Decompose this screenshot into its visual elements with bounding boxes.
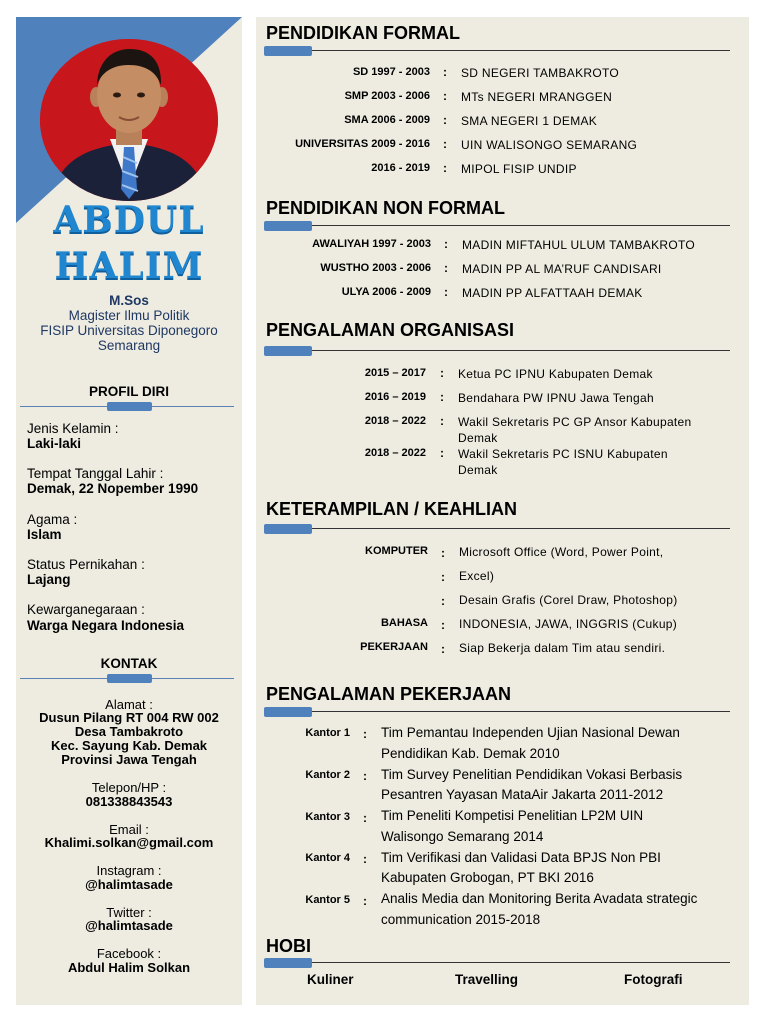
pengalaman-organisasi-divider — [264, 350, 730, 351]
colon: : — [441, 618, 445, 632]
pendidikan-non-formal-divider — [264, 225, 730, 226]
ttl-value: Demak, 22 Nopember 1990 — [27, 481, 199, 496]
hobi-accent-bar — [264, 958, 312, 968]
degree-university: FISIP Universitas Diponegoro — [40, 323, 218, 338]
kantor-4-line-1: Tim Verifikasi dan Validasi Data BPJS Non PBI — [381, 850, 661, 865]
kantor-5-line-1: Analis Media dan Monitoring Berita Avadata strategic — [381, 891, 698, 906]
colon: : — [444, 237, 448, 251]
colon: : — [440, 414, 444, 428]
kantor-1-line-1: Tim Pemantau Independen Ujian Nasional Dewan — [381, 725, 680, 740]
kantor-label-1: Kantor 1 — [305, 727, 350, 739]
degree-program: Magister Ilmu Politik — [68, 308, 190, 323]
keterampilan-divider — [264, 528, 730, 529]
kantor-3-line-1: Tim Peneliti Kompetisi Penelitian LP2M UIN — [381, 808, 644, 823]
colon: : — [363, 894, 367, 908]
facebook-value[interactable]: Abdul Halim Solkan — [67, 960, 191, 975]
hobi-item-travelling: Travelling — [455, 972, 519, 987]
pengalaman-pekerjaan-divider — [264, 711, 730, 712]
email-value[interactable]: Khalimi.solkan@gmail.com — [44, 835, 214, 850]
kantor-1-line-2: Pendidikan Kab. Demak 2010 — [381, 746, 560, 761]
right-panel — [256, 17, 749, 1005]
nonformal-label-3: ULYA 2006 - 2009 — [341, 286, 431, 298]
telepon-value[interactable]: 081338843543 — [85, 794, 173, 809]
alamat-line-4: Provinsi Jawa Tengah — [61, 752, 197, 767]
org-label-1: 2015 – 2017 — [364, 367, 426, 379]
kantor-2-line-2: Pesantren Yayasan MataAir Jakarta 2011-2012 — [381, 787, 664, 802]
instagram-value[interactable]: @halimtasade — [85, 877, 173, 892]
telepon-label: Telepon/HP : — [91, 780, 167, 795]
pendidikan-formal-accent-bar — [264, 46, 312, 56]
bahasa-label: BAHASA — [380, 617, 428, 629]
formal-label-2: SMP 2003 - 2006 — [344, 90, 430, 102]
profil-diri-heading: PROFIL DIRI — [88, 384, 169, 399]
colon: : — [441, 546, 445, 560]
facebook-label: Facebook : — [96, 946, 162, 961]
kantor-3-line-2: Walisongo Semarang 2014 — [381, 829, 544, 844]
degree-title: M.Sos — [109, 293, 149, 308]
name-last: HALIM — [54, 245, 204, 287]
instagram-label: Instagram : — [96, 863, 162, 878]
kantor-4-line-2: Kabupaten Grobogan, PT BKI 2016 — [381, 870, 594, 885]
degree-city: Semarang — [97, 338, 161, 353]
colon: : — [363, 769, 367, 783]
email-label: Email : — [109, 822, 149, 837]
pengalaman-pekerjaan-accent-bar — [264, 707, 312, 717]
colon: : — [443, 65, 447, 79]
org-value-4-line-2: Demak — [458, 463, 498, 477]
colon: : — [441, 570, 445, 584]
formal-value-1: SD NEGERI TAMBAKROTO — [461, 66, 620, 80]
formal-value-5: MIPOL FISIP UNDIP — [461, 162, 577, 176]
kantor-label-5: Kantor 5 — [305, 894, 350, 906]
nonformal-value-2: MADIN PP AL MA’RUF CANDISARI — [462, 262, 662, 276]
colon: : — [443, 161, 447, 175]
alamat-line-3: Kec. Sayung Kab. Demak — [50, 738, 208, 753]
kantor-label-4: Kantor 4 — [305, 852, 350, 864]
pengalaman-pekerjaan-heading: PENGALAMAN PEKERJAAN — [266, 684, 512, 704]
colon: : — [363, 811, 367, 825]
pendidikan-non-formal-accent-bar — [264, 221, 312, 231]
agama-value: Islam — [27, 527, 62, 542]
colon: : — [363, 852, 367, 866]
name-first: ABDUL — [53, 199, 205, 241]
kontak-accent-bar — [107, 674, 152, 683]
colon: : — [441, 594, 445, 608]
left-panel — [16, 17, 242, 1005]
profile-photo — [40, 39, 218, 201]
org-label-2: 2016 – 2019 — [364, 391, 426, 403]
hobi-heading: HOBI — [266, 936, 311, 956]
kantor-2-line-1: Tim Survey Penelitian Pendidikan Vokasi Berbasis — [381, 767, 683, 782]
pengalaman-organisasi-accent-bar — [264, 346, 312, 356]
org-label-3: 2018 – 2022 — [364, 415, 426, 427]
nonformal-label-2: WUSTHO 2003 - 2006 — [320, 262, 431, 274]
formal-label-3: SMA 2006 - 2009 — [344, 114, 430, 126]
formal-value-2: MTs NEGERI MRANGGEN — [461, 90, 613, 104]
jenis-kelamin-label: Jenis Kelamin : — [27, 421, 119, 436]
kontak-heading: KONTAK — [100, 656, 158, 671]
colon: : — [444, 285, 448, 299]
pendidikan-formal-divider — [264, 50, 730, 51]
komputer-label: KOMPUTER — [365, 545, 428, 557]
org-label-4: 2018 – 2022 — [364, 447, 426, 459]
kantor-5-line-2: communication 2015-2018 — [381, 912, 541, 927]
pendidikan-non-formal-heading: PENDIDIKAN NON FORMAL — [266, 198, 505, 218]
hobi-item-kuliner: Kuliner — [307, 972, 354, 987]
colon: : — [443, 89, 447, 103]
colon: : — [440, 390, 444, 404]
colon: : — [440, 366, 444, 380]
colon: : — [440, 446, 444, 460]
org-value-3-line-2: Demak — [458, 431, 498, 445]
status-label: Status Pernikahan : — [27, 557, 145, 572]
agama-label: Agama : — [27, 512, 78, 527]
alamat-label: Alamat : — [105, 697, 153, 712]
colon: : — [443, 113, 447, 127]
alamat-line-2: Desa Tambakroto — [74, 724, 184, 739]
pekerjaan-label: PEKERJAAN — [360, 641, 428, 653]
org-value-3-line-1: Wakil Sekretaris PC GP Ansor Kabupaten — [458, 415, 692, 429]
komputer-line-2: Excel) — [459, 569, 495, 583]
hobi-item-fotografi: Fotografi — [624, 972, 683, 987]
formal-value-3: SMA NEGERI 1 DEMAK — [461, 114, 598, 128]
formal-value-4: UIN WALISONGO SEMARANG — [461, 138, 638, 152]
twitter-label: Twitter : — [106, 905, 152, 920]
komputer-line-1: Microsoft Office (Word, Power Point, — [459, 545, 664, 559]
ttl-label: Tempat Tanggal Lahir : — [27, 466, 164, 481]
hobi-divider — [264, 962, 730, 963]
nonformal-value-1: MADIN MIFTAHUL ULUM TAMBAKROTO — [462, 238, 696, 252]
kewarganegaraan-value: Warga Negara Indonesia — [27, 618, 185, 633]
formal-label-1: SD 1997 - 2003 — [352, 66, 430, 78]
pekerjaan-value: Siap Bekerja dalam Tim atau sendiri. — [459, 641, 666, 655]
colon: : — [443, 137, 447, 151]
org-value-1: Ketua PC IPNU Kabupaten Demak — [458, 367, 653, 381]
twitter-value[interactable]: @halimtasade — [85, 918, 173, 933]
kantor-label-2: Kantor 2 — [305, 769, 350, 781]
kewarganegaraan-label: Kewarganegaraan : — [27, 602, 145, 617]
nonformal-label-1: AWALIYAH 1997 - 2003 — [312, 238, 431, 250]
colon: : — [363, 727, 367, 741]
komputer-line-3: Desain Grafis (Corel Draw, Photoshop) — [459, 593, 678, 607]
bahasa-value: INDONESIA, JAWA, INGGRIS (Cukup) — [459, 617, 678, 631]
pendidikan-formal-heading: PENDIDIKAN FORMAL — [266, 23, 460, 43]
formal-label-4: UNIVERSITAS 2009 - 2016 — [295, 138, 430, 150]
kantor-label-3: Kantor 3 — [305, 811, 350, 823]
profil-diri-accent-bar — [107, 402, 152, 411]
keterampilan-heading: KETERAMPILAN / KEAHLIAN — [266, 499, 517, 519]
jenis-kelamin-value: Laki-laki — [27, 436, 82, 451]
status-value: Lajang — [27, 572, 71, 587]
colon: : — [444, 261, 448, 275]
alamat-line-1: Dusun Pilang RT 004 RW 002 — [39, 710, 219, 725]
pengalaman-organisasi-heading: PENGALAMAN ORGANISASI — [266, 320, 515, 340]
nonformal-value-3: MADIN PP ALFATTAAH DEMAK — [462, 286, 643, 300]
formal-label-5: 2016 - 2019 — [371, 162, 430, 174]
colon: : — [441, 642, 445, 656]
org-value-2: Bendahara PW IPNU Jawa Tengah — [458, 391, 654, 405]
keterampilan-accent-bar — [264, 524, 312, 534]
org-value-4-line-1: Wakil Sekretaris PC ISNU Kabupaten — [458, 447, 668, 461]
